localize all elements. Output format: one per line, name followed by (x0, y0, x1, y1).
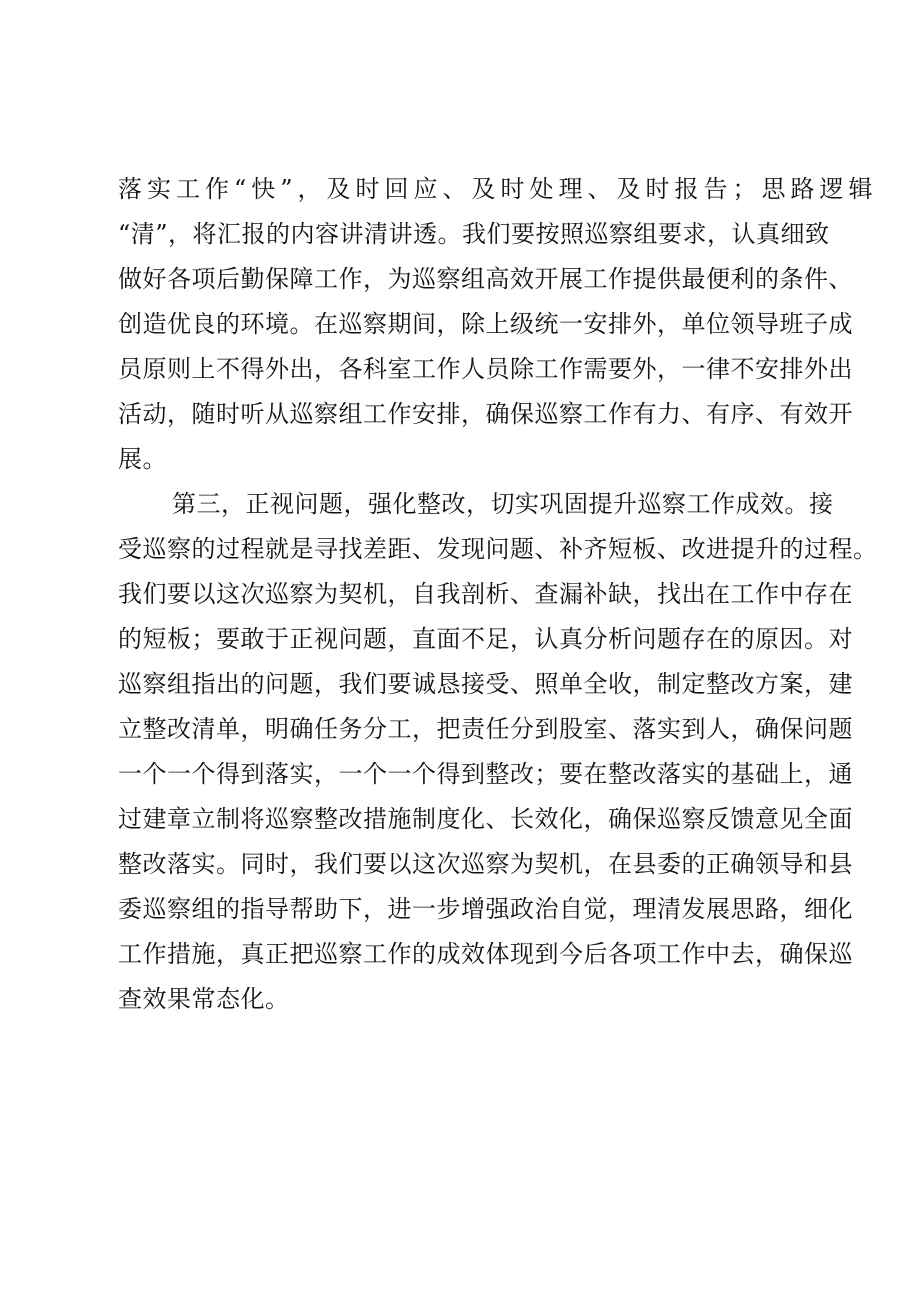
text-line: 员原则上不得外出，各科室工作人员除工作需要外，一律不安排外出 (118, 355, 853, 383)
text-line: 巡察组指出的问题，我们要诚恳接受、照单全收，制定整改方案，建 (118, 670, 853, 698)
text-line: 受巡察的过程就是寻找差距、发现问题、补齐短板、改进提升的过程。 (118, 535, 878, 563)
text-line: 查效果常态化。 (118, 985, 290, 1013)
text-line: 的短板；要敢于正视问题，直面不足，认真分析问题存在的原因。对 (118, 625, 853, 653)
text-line: 工作措施，真正把巡察工作的成效体现到今后各项工作中去，确保巡 (118, 940, 853, 968)
text-line: 整改落实。同时，我们要以这次巡察为契机，在县委的正确领导和县 (118, 850, 853, 878)
text-line: 我们要以这次巡察为契机，自我剖析、查漏补缺，找出在工作中存在 (118, 580, 853, 608)
text-line: 委巡察组的指导帮助下，进一步增强政治自觉，理清发展思路，细化 (118, 895, 853, 923)
text-line: 活动，随时听从巡察组工作安排，确保巡察工作有力、有序、有效开 (118, 400, 853, 428)
text-line: 落实工作“快”，及时回应、及时处理、及时报告；思路逻辑 (118, 175, 878, 203)
body-text (118, 170, 878, 1025)
text-line: 展。 (118, 445, 167, 473)
text-line: 创造优良的环境。在巡察期间，除上级统一安排外，单位领导班子成 (118, 310, 853, 338)
text-line: 一个一个得到落实，一个一个得到整改；要在整改落实的基础上，通 (118, 760, 853, 788)
text-line: 过建章立制将巡察整改措施制度化、长效化，确保巡察反馈意见全面 (118, 805, 853, 833)
paragraph-start-line: 第三，正视问题，强化整改，切实巩固提升巡察工作成效。接 (172, 490, 834, 518)
text-line: 立整改清单，明确任务分工，把责任分到股室、落实到人，确保问题 (118, 715, 853, 743)
text-line: 做好各项后勤保障工作，为巡察组高效开展工作提供最便利的条件、 (118, 265, 853, 293)
text-line: “清”，将汇报的内容讲清讲透。我们要按照巡察组要求，认真细致 (118, 220, 830, 248)
